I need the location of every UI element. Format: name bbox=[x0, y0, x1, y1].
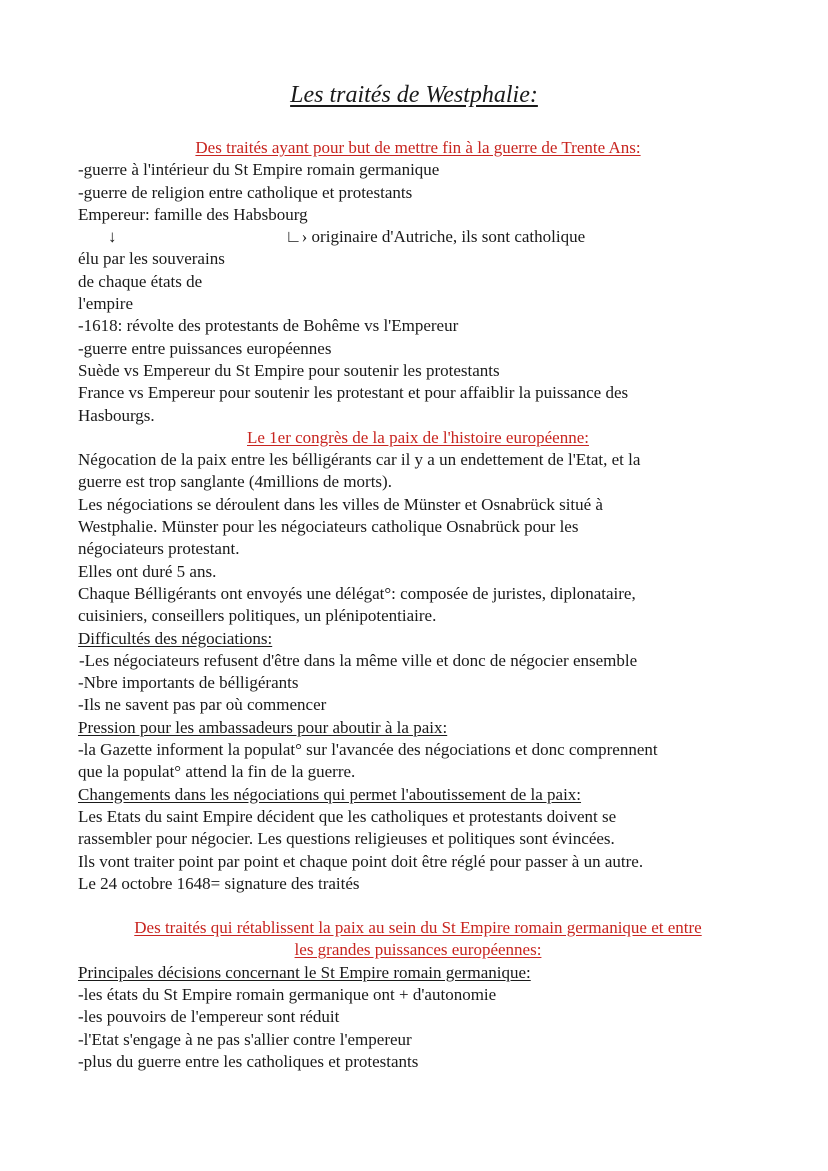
section1-line: Hasbourgs. bbox=[78, 405, 155, 425]
document-title: Les traités de Westphalie: bbox=[290, 82, 538, 108]
section1-line: France vs Empereur pour soutenir les protestant et pour affaiblir la puissance des bbox=[78, 383, 629, 403]
section2-line: -Nbre importants de bélligérants bbox=[78, 673, 299, 693]
section1-line: -1618: révolte des protestants de Bohême vs l'Empereur bbox=[78, 316, 459, 336]
section1-heading: Des traités ayant pour but de mettre fin à la guerre de Trente Ans: bbox=[195, 138, 641, 157]
section2-line: Westphalie. Münster pour les négociateurs catholique Osnabrück pour les bbox=[78, 517, 579, 537]
spacer bbox=[78, 895, 758, 917]
section1-line: Empereur: famille des Habsbourg bbox=[78, 204, 308, 224]
section1-line: élu par les souverains bbox=[78, 249, 225, 269]
section1-line: -guerre entre puissances européennes bbox=[78, 338, 332, 358]
subheading-difficultes: Difficultés des négociations: bbox=[78, 628, 273, 648]
section2-line: négociateurs protestant. bbox=[78, 539, 240, 559]
section2-line: Le 24 octobre 1648= signature des traités bbox=[78, 873, 360, 893]
subheading-decisions: Principales décisions concernant le St Empire romain germanique: bbox=[78, 962, 531, 982]
section2-heading: Le 1er congrès de la paix de l'histoire européenne: bbox=[247, 427, 589, 447]
section3-line: -l'Etat s'engage à ne pas s'allier contre l'empereur bbox=[78, 1029, 412, 1049]
section1-line: -guerre à l'intérieur du St Empire romain germanique bbox=[78, 160, 440, 180]
section3-line: -plus du guerre entre les catholiques et protestants bbox=[78, 1051, 419, 1071]
section2-line: Chaque Bélligérants ont envoyés une délégat°: composée de juristes, diplonataire, bbox=[78, 583, 636, 603]
section2-line: cuisiniers, conseillers politiques, un plénipotentiaire. bbox=[78, 606, 437, 626]
document-body bbox=[78, 137, 758, 1073]
subheading-pression: Pression pour les ambassadeurs pour aboutir à la paix: bbox=[78, 717, 448, 737]
section2-line: que la populat° attend la fin de la guerre. bbox=[78, 762, 356, 782]
section2-line: Elles ont duré 5 ans. bbox=[78, 561, 217, 581]
section2-line: Ils vont traiter point par point et chaque point doit être réglé pour passer à un autre. bbox=[78, 851, 644, 871]
subheading-changements: Changements dans les négociations qui permet l'aboutissement de la paix: bbox=[78, 784, 582, 804]
down-arrow-icon: ↓ bbox=[108, 227, 117, 247]
section2-line: rassembler pour négocier. Les questions religieuses et politiques sont évincées. bbox=[78, 829, 615, 849]
section1-line: l'empire bbox=[78, 294, 133, 314]
section3-line: -les états du St Empire romain germanique ont + d'autonomie bbox=[78, 984, 497, 1004]
section3-heading-cont: les grandes puissances européennes: bbox=[294, 940, 542, 960]
branch-arrow-note: ∟› originaire d'Autriche, ils sont catholique bbox=[285, 227, 586, 247]
section2-line: -la Gazette informent la populat° sur l'avancée des négociations et donc comprennent bbox=[78, 740, 658, 760]
section2-line: guerre est trop sanglante (4millions de morts). bbox=[78, 472, 392, 492]
annotation-arrows bbox=[78, 226, 758, 248]
section3-line: -les pouvoirs de l'empereur sont réduit bbox=[78, 1007, 340, 1027]
section1-line: de chaque états de bbox=[78, 271, 203, 291]
section1-line: -guerre de religion entre catholique et protestants bbox=[78, 182, 413, 202]
section3-heading: Des traités qui rétablissent la paix au sein du St Empire romain germanique et entre bbox=[134, 918, 702, 938]
section2-line: -Les négociateurs refusent d'être dans la même ville et donc de négocier ensemble bbox=[79, 650, 638, 670]
section1-line: Suède vs Empereur du St Empire pour soutenir les protestants bbox=[78, 360, 500, 380]
section2-line: Négocation de la paix entre les bélligérants car il y a un endettement de l'Etat, et la bbox=[78, 450, 641, 470]
section2-line: Les Etats du saint Empire décident que les catholiques et protestants doivent se bbox=[78, 806, 617, 826]
section2-line: Les négociations se déroulent dans les villes de Münster et Osnabrück situé à bbox=[78, 494, 603, 514]
section2-line: -Ils ne savent pas par où commencer bbox=[78, 695, 327, 715]
